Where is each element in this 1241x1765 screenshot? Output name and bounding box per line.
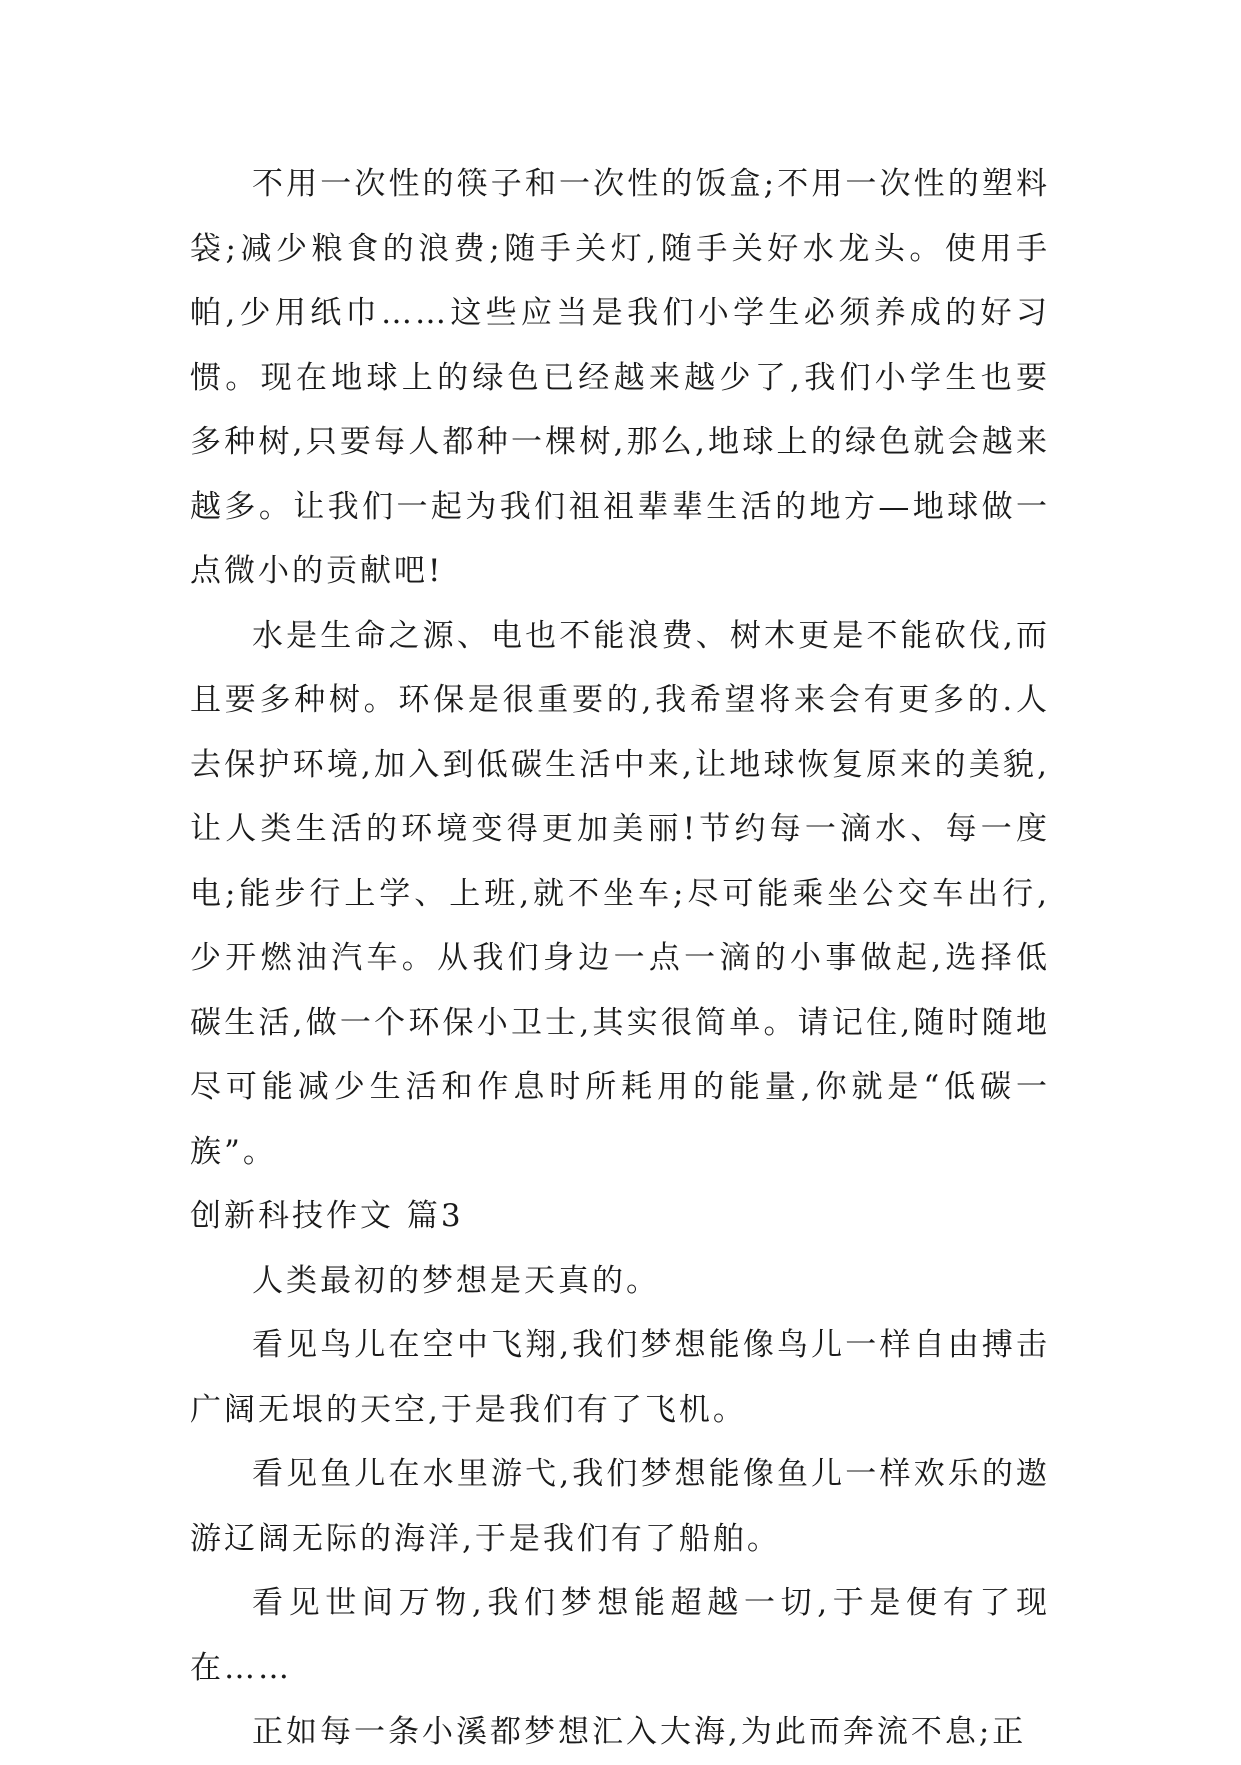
- paragraph-everything: 看见世间万物,我们梦想能超越一切,于是便有了现在……: [190, 1585, 1050, 1686]
- section-heading: 创新科技作文 篇3: [190, 1198, 464, 1234]
- paragraph-first-dream: 人类最初的梦想是天真的。: [252, 1262, 660, 1299]
- paragraph-fish: 看见鱼儿在水里游弋,我们梦想能像鱼儿一样欢乐的遨游辽阔无际的海洋,于是我们有了船舶。: [190, 1456, 1050, 1557]
- paragraph-streams: 正如每一条小溪都梦想汇入大海,为此而奔流不息;正: [252, 1714, 1027, 1750]
- paragraph-low-carbon: 水是生命之源、电也不能浪费、树木更是不能砍伐,而且要多种树。环保是很重要的,我希望将来会有更多的.人去保护环境,加入到低碳生活中来,让地球恢复原来的美貌,让人类生活的环境变得更加美丽!节约每一滴水、每一度电;能步行上学、上班,就不坐车;尽可能乘坐公交车出行,少开燃油汽车。从我们身边一点一滴的小事做起,选择低碳生活,做一个环保小卫士,其实很简单。请记住,随时随地尽可能减少生活和作息时所耗用的能量,你就是“低碳一族”。: [190, 617, 1050, 1170]
- document-body: [190, 152, 1050, 1765]
- paragraph-green-habits: 不用一次性的筷子和一次性的饭盒;不用一次性的塑料袋;减少粮食的浪费;随手关灯,随手关好水龙头。使用手帕,少用纸巾……这些应当是我们小学生必须养成的好习惯。现在地球上的绿色已经越来越少了,我们小学生也要多种树,只要每人都种一棵树,那么,地球上的绿色就会越来越多。让我们一起为我们祖祖辈辈生活的地方—地球做一点微小的贡献吧!: [190, 166, 1050, 589]
- paragraph-birds: 看见鸟儿在空中飞翔,我们梦想能像鸟儿一样自由搏击广阔无垠的天空,于是我们有了飞机。: [190, 1327, 1050, 1428]
